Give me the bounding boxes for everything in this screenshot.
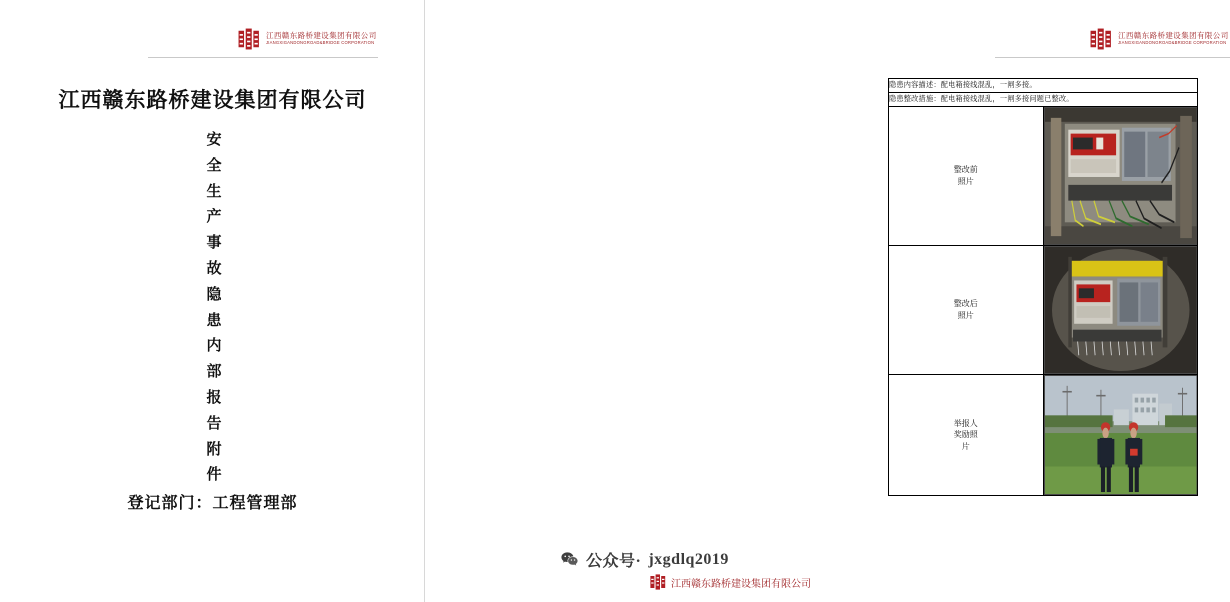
header-rule xyxy=(148,57,378,58)
company-name-cn: 江西赣东路桥建设集团有限公司 xyxy=(1118,31,1229,41)
vertical-title-char: 患 xyxy=(206,312,222,329)
right-page xyxy=(425,0,1229,602)
label-line: 照片 xyxy=(957,177,974,186)
reporter-award-photo-label xyxy=(889,375,1044,496)
rectification-measure-cell: 隐患整改措施：配电箱接线混乱，一闸多接问题已整改。 xyxy=(889,93,1198,107)
wechat-account-line xyxy=(560,548,729,571)
table-row xyxy=(889,246,1198,375)
vertical-title-char: 部 xyxy=(206,364,222,381)
label-line: 整改后 xyxy=(953,299,978,309)
before-photo-image xyxy=(1044,107,1198,245)
reporter-award-photo-cell xyxy=(1043,375,1198,496)
wechat-prefix: 公众号· xyxy=(586,553,642,570)
wechat-account-id: jxgdlq2019 xyxy=(648,550,729,568)
label-line: 片 xyxy=(961,441,970,451)
vertical-title-char: 故 xyxy=(206,260,222,277)
table-row xyxy=(889,93,1198,107)
page-divider xyxy=(424,0,425,602)
before-photo-cell xyxy=(1043,107,1198,246)
table-row xyxy=(889,79,1198,93)
company-logo-header xyxy=(238,28,377,50)
left-page xyxy=(0,0,425,602)
after-photo-image xyxy=(1044,246,1198,374)
page-title: 江西赣东路桥建设集团有限公司 xyxy=(58,88,367,112)
company-logo-text xyxy=(266,32,377,46)
footer-watermark xyxy=(0,540,850,602)
company-logo-icon xyxy=(650,574,666,590)
label-line: 照片 xyxy=(957,311,974,320)
company-logo-text xyxy=(1118,32,1229,46)
vertical-title-char: 报 xyxy=(206,389,222,406)
company-logo-icon xyxy=(1090,28,1112,50)
header-rule xyxy=(995,57,1230,58)
reporter-award-photo-image xyxy=(1044,375,1198,495)
after-photo-label xyxy=(889,246,1044,375)
vertical-title-char: 件 xyxy=(206,467,222,484)
company-logo-icon xyxy=(238,28,260,50)
footer-company-name: 江西赣东路桥建设集团有限公司 xyxy=(671,578,811,590)
wechat-icon xyxy=(560,550,579,569)
vertical-title-char: 告 xyxy=(206,415,222,432)
company-name-cn: 江西赣东路桥建设集团有限公司 xyxy=(266,31,377,41)
hazard-report-table xyxy=(888,78,1198,496)
after-photo-cell xyxy=(1043,246,1198,375)
vertical-title-char: 内 xyxy=(206,338,222,355)
before-photo-label xyxy=(889,107,1044,246)
table-row xyxy=(889,375,1198,496)
department-line: 登记部门：工程管理部 xyxy=(127,495,298,512)
company-name-en: JIANGXIGANDONGROAD&BRIDGE CORPORATION xyxy=(1118,40,1227,46)
company-name-en: JIANGXIGANDONGROAD&BRIDGE CORPORATION xyxy=(266,40,375,46)
footer-company-logo xyxy=(650,574,811,590)
label-line: 举报人 xyxy=(953,418,978,428)
document-vertical-title xyxy=(194,128,234,489)
vertical-title-char: 附 xyxy=(206,441,222,458)
company-logo-header xyxy=(1090,28,1229,50)
label-line: 奖励照 xyxy=(953,430,978,440)
vertical-title-char: 产 xyxy=(206,209,222,226)
table-row xyxy=(889,107,1198,246)
hazard-description-cell: 隐患内容描述：配电箱接线混乱，一闸多接。 xyxy=(889,79,1198,93)
label-line: 整改前 xyxy=(953,165,978,175)
vertical-title-char: 隐 xyxy=(206,286,222,303)
vertical-title-char: 事 xyxy=(206,235,222,252)
vertical-title-char: 全 xyxy=(206,157,222,174)
vertical-title-char: 安 xyxy=(206,132,222,148)
vertical-title-char: 生 xyxy=(206,183,222,200)
